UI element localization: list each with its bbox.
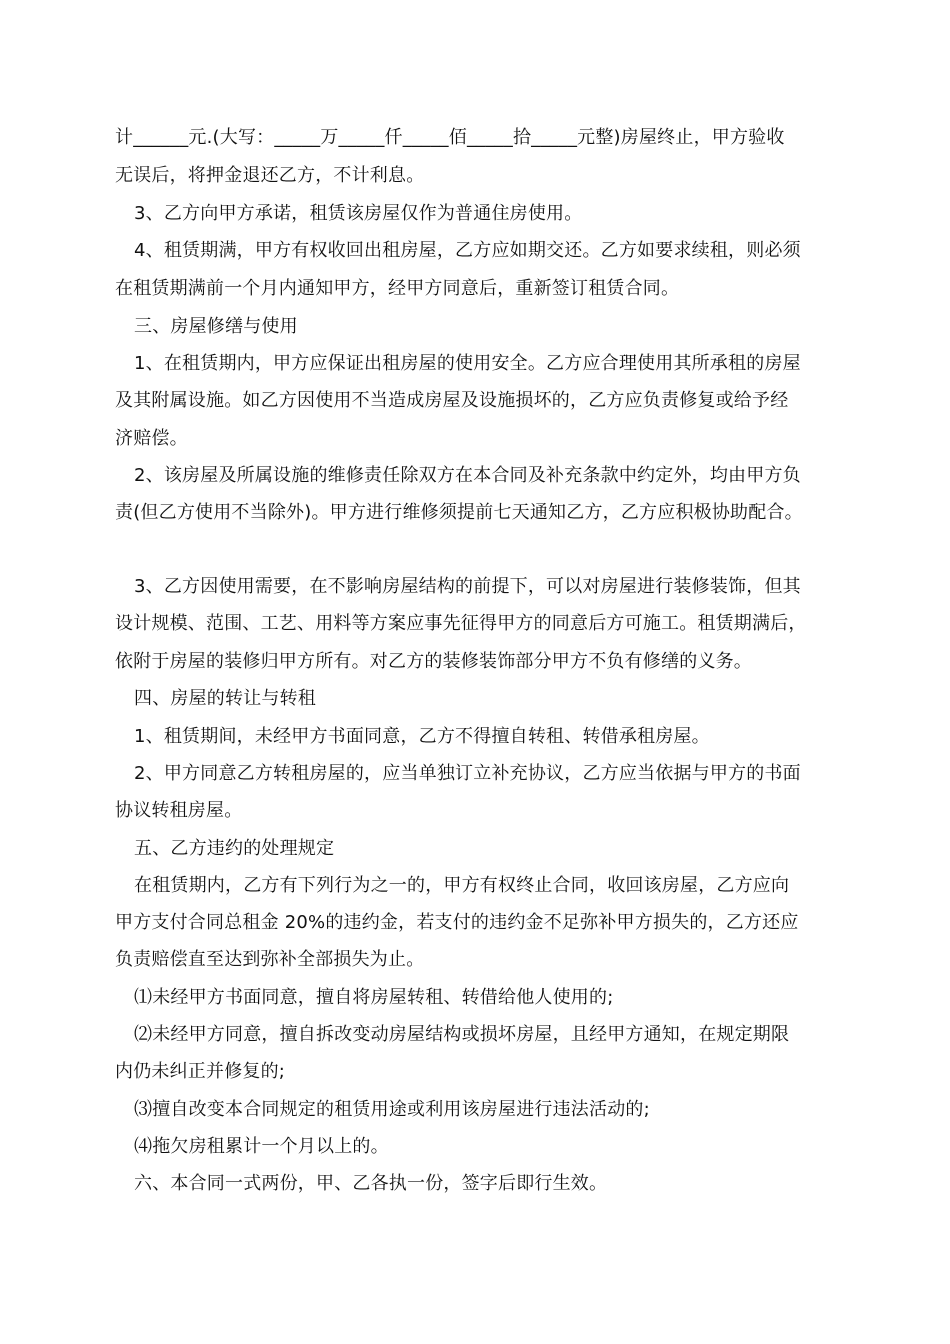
text-line: 3、乙方因使用需要，在不影响房屋结构的前提下，可以对房屋进行装修装饰，但其: [134, 576, 801, 597]
section-heading: 四、房屋的转让与转租: [134, 688, 316, 709]
section-heading: 三、房屋修缮与使用: [134, 316, 298, 337]
text-line: 计______元.(大写：_____万_____仟_____佰_____拾_____元整)房屋终止，甲方验收: [115, 127, 785, 148]
text-line: 无误后，将押金退还乙方，不计利息。: [115, 165, 425, 186]
text-line: 在租赁期满前一个月内通知甲方，经甲方同意后，重新签订租赁合同。: [115, 278, 680, 299]
text-line: 及其附属设施。如乙方因使用不当造成房屋及设施损坏的，乙方应负责修复或给予经: [115, 390, 789, 411]
text-line: 设计规模、范围、工艺、用料等方案应事先征得甲方的同意后方可施工。租赁期满后，: [115, 613, 807, 634]
text-line: 济赔偿。: [115, 428, 188, 449]
text-line: ⑵未经甲方同意，擅自拆改变动房屋结构或损坏房屋，且经甲方通知，在规定期限: [134, 1024, 790, 1045]
text-line: ⑶擅自改变本合同规定的租赁用途或利用该房屋进行违法活动的;: [134, 1099, 650, 1120]
text-line: 2、甲方同意乙方转租房屋的，应当单独订立补充协议，乙方应当依据与甲方的书面: [134, 763, 801, 784]
text-line: 1、租赁期间，未经甲方书面同意，乙方不得擅自转租、转借承租房屋。: [134, 726, 710, 747]
section-heading: 五、乙方违约的处理规定: [134, 838, 335, 859]
text-line: 4、租赁期满，甲方有权收回出租房屋，乙方应如期交还。乙方如要求续租，则必须: [134, 240, 801, 261]
text-line: 协议转租房屋。: [115, 800, 243, 821]
text-line: ⑷拖欠房租累计一个月以上的。: [134, 1136, 389, 1157]
text-line: 责(但乙方使用不当除外)。甲方进行维修须提前七天通知乙方，乙方应积极协助配合。: [115, 502, 803, 523]
text-line: 依附于房屋的装修归甲方所有。对乙方的装修装饰部分甲方不负有修缮的义务。: [115, 651, 752, 672]
text-line: ⑴未经甲方书面同意，擅自将房屋转租、转借给他人使用的;: [134, 987, 614, 1008]
text-line: 负责赔偿直至达到弥补全部损失为止。: [115, 949, 425, 970]
text-line: 3、乙方向甲方承诺，租赁该房屋仅作为普通住房使用。: [134, 203, 583, 224]
text-line: 内仍未纠正并修复的;: [115, 1061, 286, 1082]
text-line: 甲方支付合同总租金 20%的违约金，若支付的违约金不足弥补甲方损失的，乙方还应: [115, 912, 799, 933]
text-line: 2、该房屋及所属设施的维修责任除双方在本合同及补充条款中约定外，均由甲方负: [134, 465, 801, 486]
text-line: 在租赁期内，乙方有下列行为之一的，甲方有权终止合同，收回该房屋，乙方应向: [134, 875, 790, 896]
section-heading: 六、本合同一式两份，甲、乙各执一份，签字后即行生效。: [134, 1173, 608, 1194]
text-line: 1、在租赁期内，甲方应保证出租房屋的使用安全。乙方应合理使用其所承租的房屋: [134, 353, 801, 374]
